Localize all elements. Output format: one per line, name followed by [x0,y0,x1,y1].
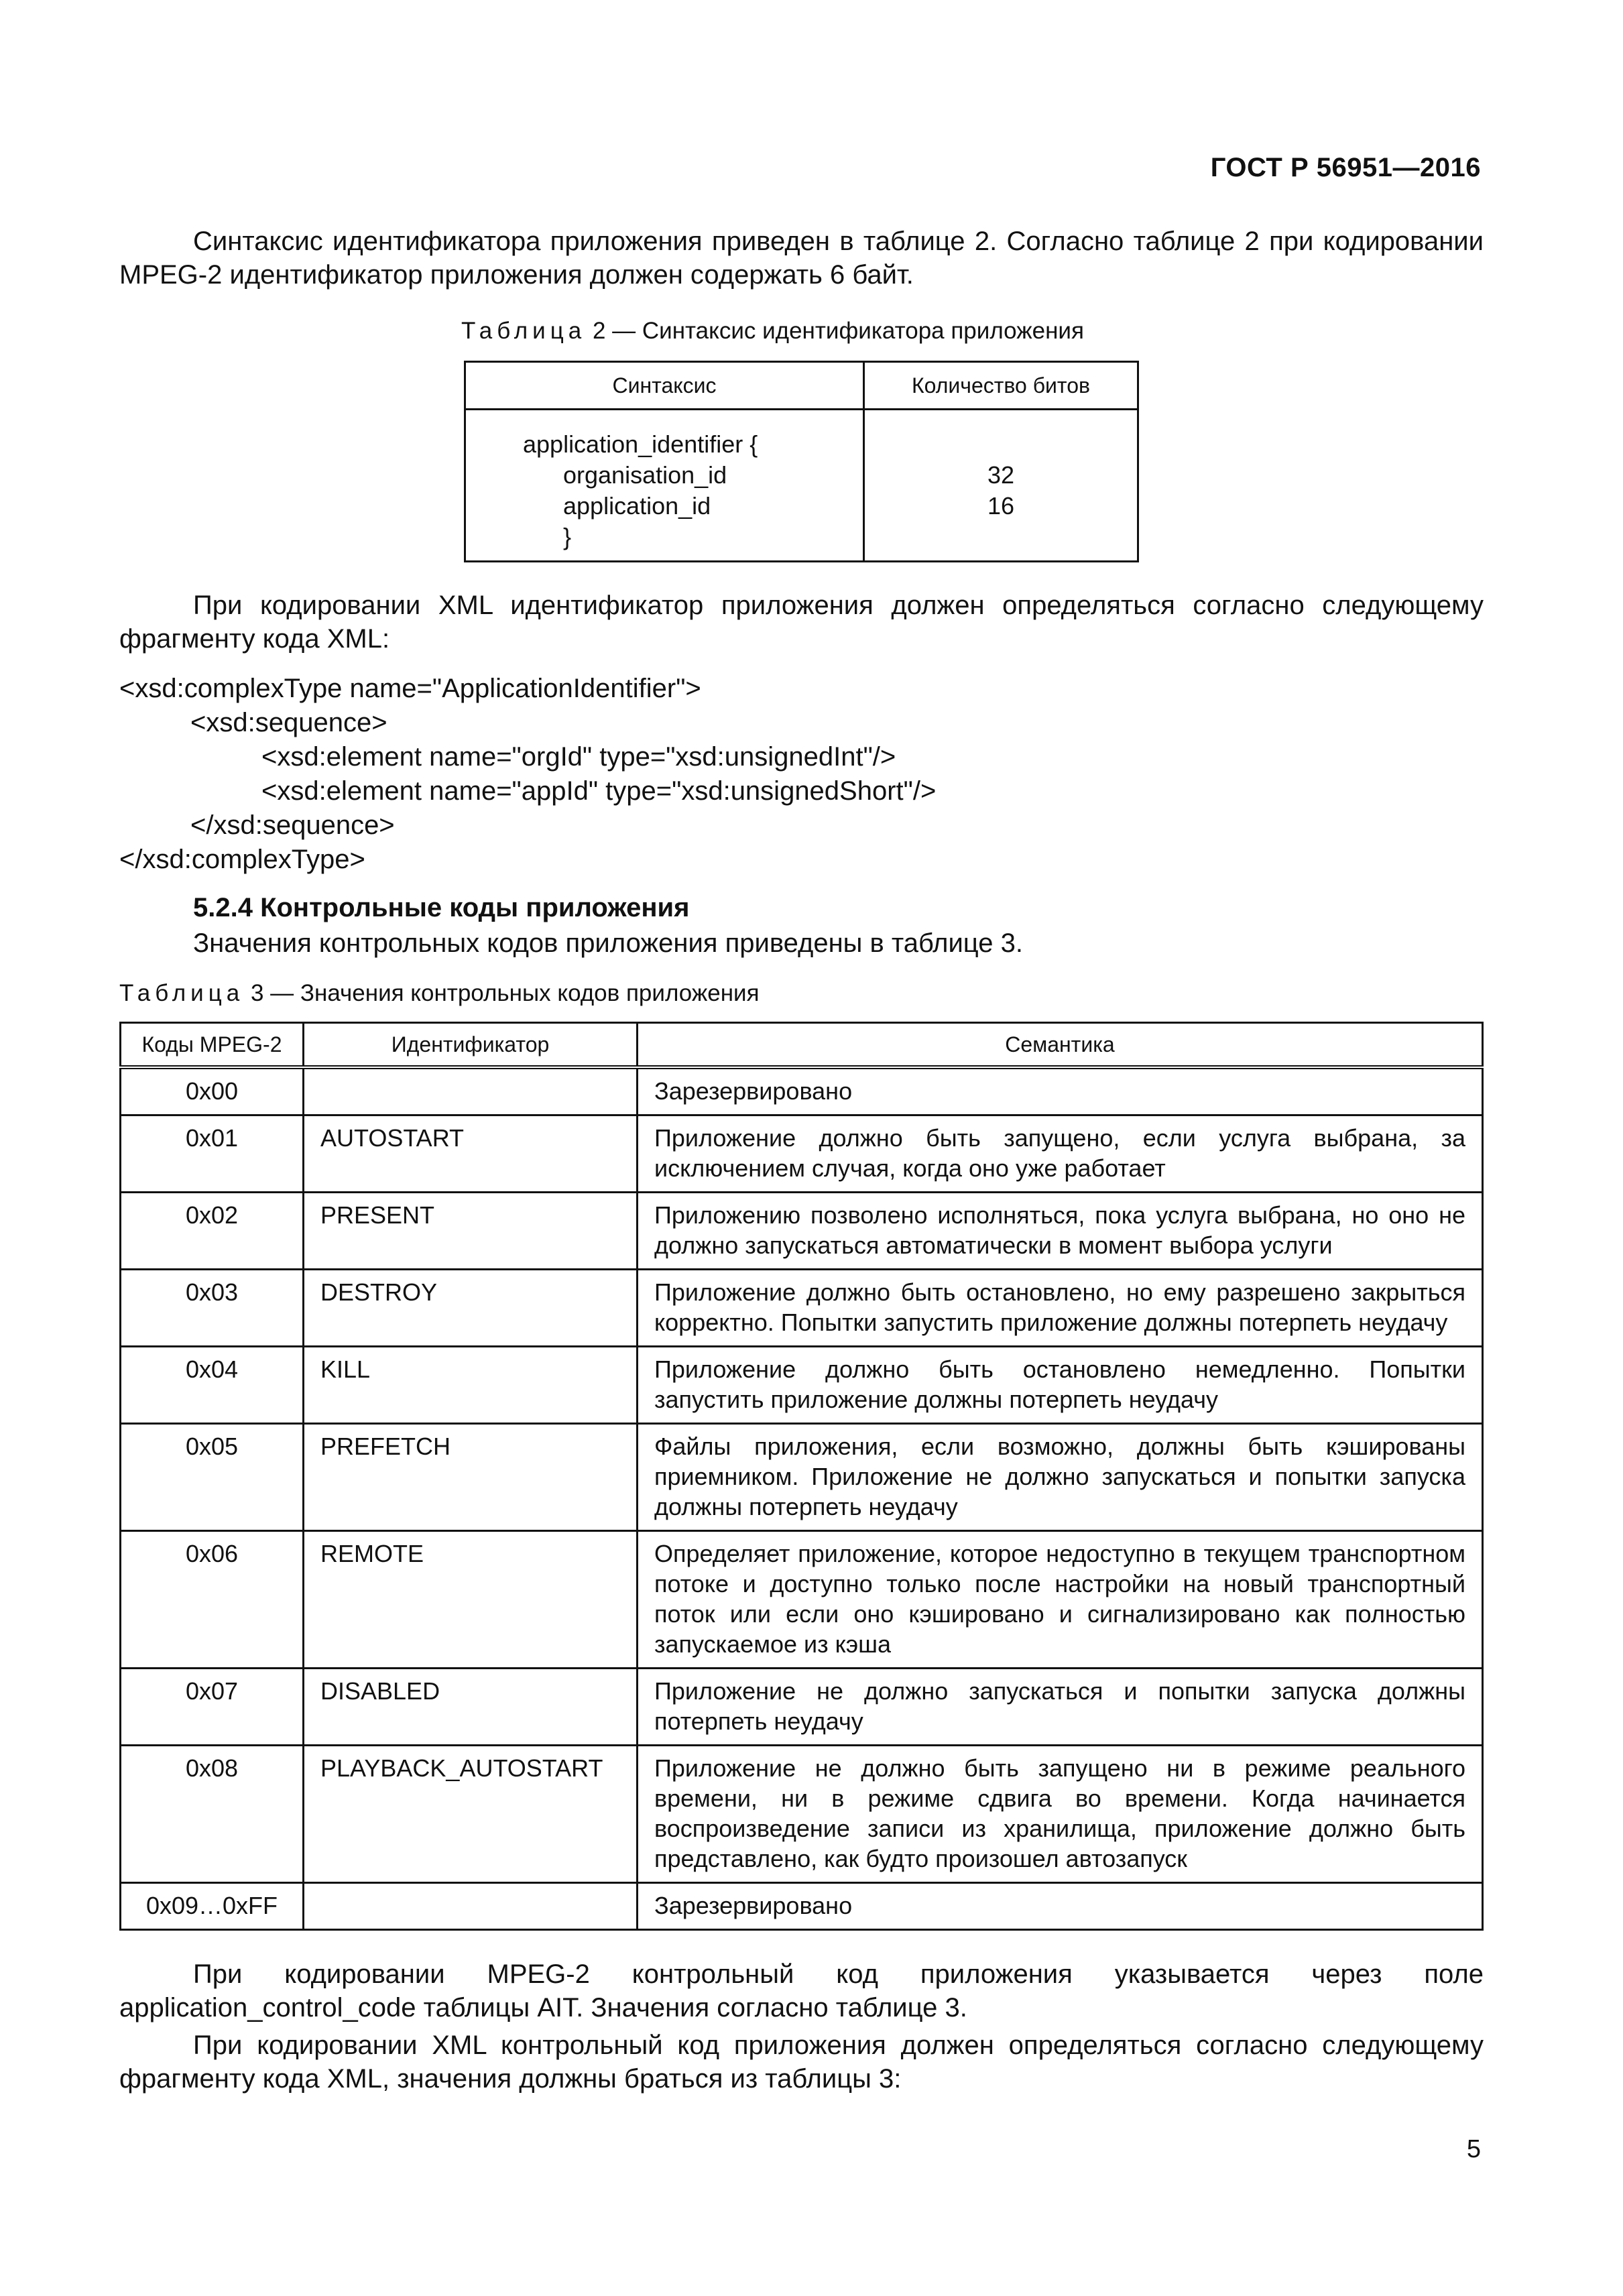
semantics-cell: Зарезервировано [638,1067,1483,1115]
table2-body-row [465,410,1138,562]
code-line: <xsd:sequence> [190,708,387,737]
table3-header-semantics: Семантика [638,1023,1483,1068]
intro-paragraph [119,225,1484,292]
identifier-cell: REMOTE [304,1531,638,1669]
table-row [121,1115,1483,1193]
outro-paragraph-2: При кодировании XML контрольный код приложения должен определяться согласно следующему фрагменту кода XML, значения должны браться из таблицы 3: [119,2031,1484,2094]
semantics-cell: Зарезервировано [638,1883,1483,1930]
semantics-cell: Приложение должно быть запущено, если услуга выбрана, за исключением случая, когда оно уже работает [638,1115,1483,1193]
semantics-cell: Определяет приложение, которое недоступно в текущем транспортном потоке и доступно только после настройки на новый транспортный поток или если оно кэшировано и сигнализировано как полностью запускаемое из кэша [638,1531,1483,1669]
code-line: <xsd:complexType name="ApplicationIdentifier"> [119,674,701,703]
code-cell: 0x07 [121,1669,304,1746]
table2-syntax-cell [465,410,864,562]
table-row [121,1424,1483,1531]
table-row [121,1531,1483,1669]
code-line: <xsd:element name="orgId" type="xsd:unsignedInt"/> [261,742,896,772]
table2-bits-cell [864,410,1138,562]
code-cell: 0x01 [121,1115,304,1193]
code-cell: 0x04 [121,1347,304,1424]
table-row [121,1746,1483,1883]
xml-intro-text: При кодировании XML идентификатор приложения должен определяться согласно следующему фрагменту кода XML: [119,591,1484,654]
semantics-cell: Приложение не должно запускаться и попытки запуска должны потерпеть неудачу [638,1669,1483,1746]
table2-header-bits: Количество битов [864,362,1138,410]
identifier-cell: PLAYBACK_AUTOSTART [304,1746,638,1883]
semantics-cell: Приложение должно быть остановлено немедленно. Попытки запустить приложение должны потерпеть неудачу [638,1347,1483,1424]
code-cell: 0x03 [121,1270,304,1347]
intro-text: Синтаксис идентификатора приложения приведен в таблице 2. Согласно таблице 2 при кодировании MPEG-2 идентификатор приложения должен содержать 6 байт. [119,227,1484,290]
outro-paragraphs [119,1957,1484,2096]
table2 [464,361,1139,562]
table-row [121,1669,1483,1746]
table2-header-syntax: Синтаксис [465,362,864,410]
identifier-cell: DESTROY [304,1270,638,1347]
section-heading: 5.2.4 Контрольные коды приложения [193,893,690,922]
code-cell: 0x00 [121,1067,304,1115]
code-cell: 0x02 [121,1193,304,1270]
table2-syntax-line: organisation_id [563,461,727,489]
identifier-cell [304,1883,638,1930]
table2-caption [461,318,1084,345]
table2-caption-label: Таблица [461,318,587,344]
semantics-cell: Приложение должно быть остановлено, но ему разрешено закрыться корректно. Попытки запустить приложение должны потерпеть неудачу [638,1270,1483,1347]
table3-header-code: Коды MPEG-2 [121,1023,304,1068]
code-cell: 0x06 [121,1531,304,1669]
section-text-line: Значения контрольных кодов приложения приведены в таблице 3. [193,928,1023,958]
semantics-cell: Файлы приложения, если возможно, должны быть кэшированы приемником. Приложение не должно запускаться и попытки запуска должны потерпеть неудачу [638,1424,1483,1531]
code-line: </xsd:complexType> [119,845,365,874]
page-number: 5 [1466,2135,1481,2163]
semantics-cell: Приложение не должно быть запущено ни в режиме реального времени, ни в режиме сдвига во времени. Когда начинается воспроизведение записи из хранилища, приложение должно быть представлено, как будто произошел автозапуск [638,1746,1483,1883]
table-row [121,1883,1483,1930]
identifier-cell: PRESENT [304,1193,638,1270]
table3-header-id: Идентификатор [304,1023,638,1068]
table-row [121,1270,1483,1347]
code-line: </xsd:sequence> [190,810,395,840]
identifier-cell: KILL [304,1347,638,1424]
table-row [121,1067,1483,1115]
semantics-cell: Приложению позволено исполняться, пока услуга выбрана, но оно не должно запускаться автоматически в момент выбора услуги [638,1193,1483,1270]
identifier-cell: AUTOSTART [304,1115,638,1193]
table3-caption-text: 3 — Значения контрольных кодов приложения [250,980,760,1006]
table2-syntax-line: } [563,523,572,550]
section-text [193,926,1484,960]
xml-code-block [119,672,936,877]
code-cell: 0x05 [121,1424,304,1531]
table3-caption [119,980,760,1007]
code-line: <xsd:element name="appId" type="xsd:unsignedShort"/> [261,776,937,806]
table2-bits-line [865,429,1136,460]
table-row [121,1193,1483,1270]
table2-caption-text: 2 — Синтаксис идентификатора приложения [592,318,1084,344]
table-row [121,1347,1483,1424]
identifier-cell: PREFETCH [304,1424,638,1531]
outro-paragraph-1: При кодировании MPEG-2 контрольный код приложения указывается через поле application_control_code таблицы AIT. Значения согласно таблице 3. [119,1959,1484,2022]
identifier-cell: DISABLED [304,1669,638,1746]
xml-intro-paragraph [119,589,1484,656]
table2-syntax-line: application_id [563,492,711,520]
table2-bits-line: 16 [987,492,1015,520]
table3 [119,1022,1484,1931]
code-cell: 0x08 [121,1746,304,1883]
document-id: ГОСТ Р 56951—2016 [1210,153,1481,182]
table2-bits-line: 32 [987,461,1015,489]
identifier-cell [304,1067,638,1115]
table3-caption-label: Таблица [119,980,245,1006]
code-cell: 0x09…0xFF [121,1883,304,1930]
table2-syntax-line: application_identifier { [523,430,758,458]
